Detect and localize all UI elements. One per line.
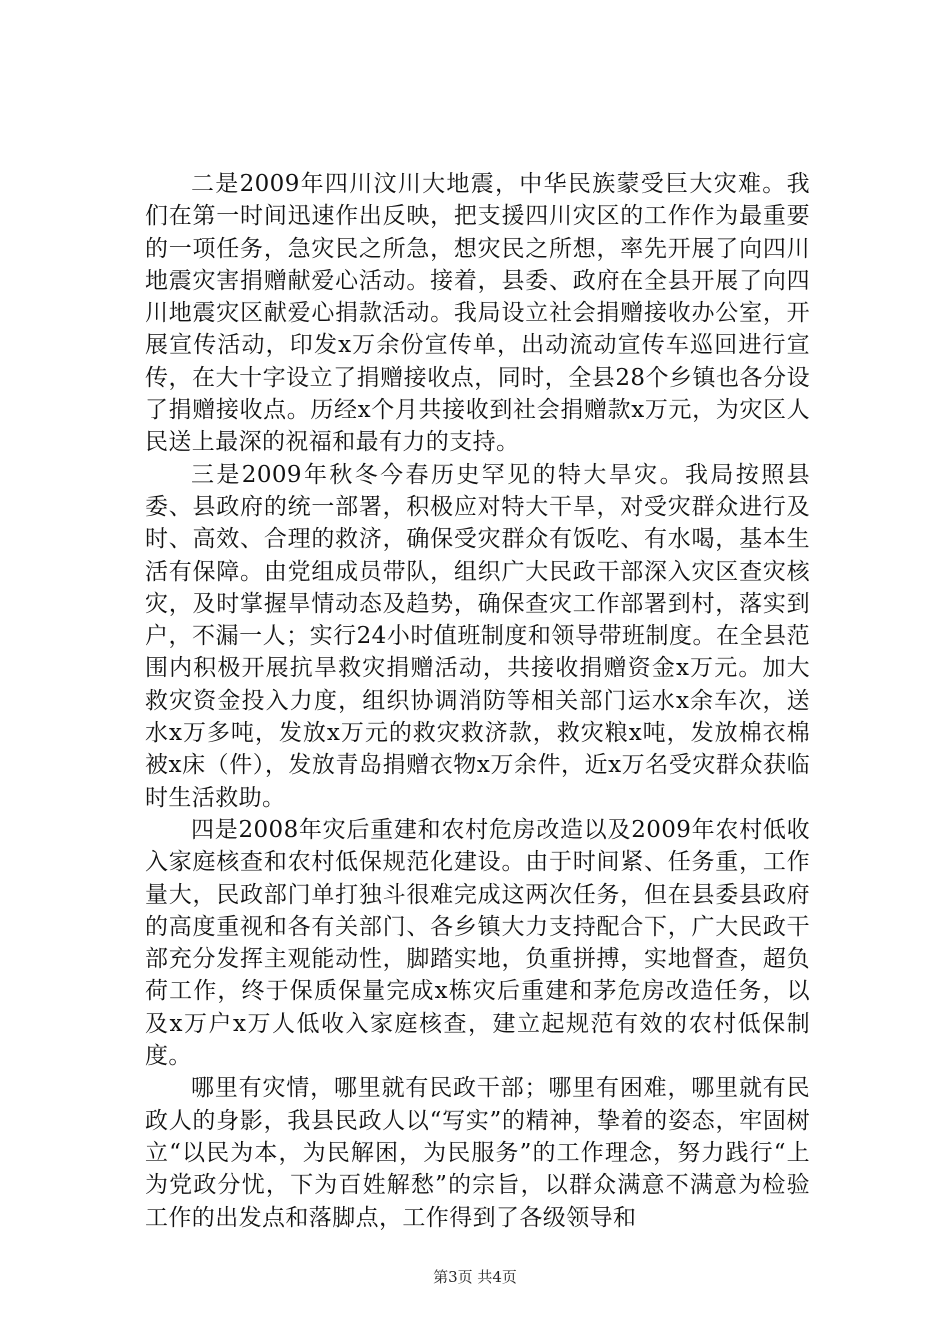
document-body (145, 168, 810, 1234)
paragraph-earthquake-relief: 二是2009年四川汶川大地震，中华民族蒙受巨大灾难。我们在第一时间迅速作出反映，把支援四川灾区的工作作为最重要的一项任务，急灾民之所急，想灾民之所想，率先开展了向四川地震灾害捐赠献爱心活动。接着，县委、政府在全县开展了向四川地震灾区献爱心捐款活动。我局设立社会捐赠接收办公室，开展宣传活动，印发x万余份宣传单，出动流动宣传车巡回进行宣传，在大十字设立了捐赠接收点，同时，全县28个乡镇也各分设了捐赠接收点。历经x个月共接收到社会捐赠款x万元，为灾区人民送上最深的祝福和最有力的支持。 (145, 171, 810, 456)
paragraph-reconstruction: 四是2008年灾后重建和农村危房改造以及2009年农村低收入家庭核查和农村低保规范化建设。由于时间紧、任务重，工作量大，民政部门单打独斗很难完成这两次任务，但在县委县政府的高度重视和各有关部门、各乡镇大力支持配合下，广大民政干部充分发挥主观能动性，脚踏实地，负重拼搏，实地督查，超负荷工作，终于保质保量完成x栋灾后重建和茅危房改造任务，以及x万户x万人低收入家庭核查，建立起规范有效的农村低保制度。 (145, 816, 810, 1070)
paragraph-summary: 哪里有灾情，哪里就有民政干部；哪里有困难，哪里就有民政人的身影，我县民政人以“写实”的精神，挚着的姿态，牢固树立“以民为本，为民解困，为民服务”的工作理念，努力践行“上为党政分忧，下为百姓解愁”的宗旨，以群众满意不满意为检验工作的出发点和落脚点，工作得到了各级领导和 (145, 1075, 810, 1231)
page-number-footer: 第3页 共4页 (433, 1268, 517, 1286)
paragraph-drought-relief: 三是2009年秋冬今春历史罕见的特大旱灾。我局按照县委、县政府的统一部署，积极应对特大干旱，对受灾群众进行及时、高效、合理的救济，确保受灾群众有饭吃、有水喝，基本生活有保障。由党组成员带队，组织广大民政干部深入灾区查灾核灾，及时掌握旱情动态及趋势，确保查灾工作部署到村，落实到户，不漏一人；实行24小时值班制度和领导带班制度。在全县范围内积极开展抗旱救灾捐赠活动，共接收捐赠资金x万元。加大救灾资金投入力度，组织协调消防等相关部门运水x余车次，送水x万多吨，发放x万元的救灾救济款，救灾粮x吨，发放棉衣棉被x床（件），发放青岛捐赠衣物x万余件，近x万名受灾群众获临时生活救助。 (145, 461, 810, 811)
